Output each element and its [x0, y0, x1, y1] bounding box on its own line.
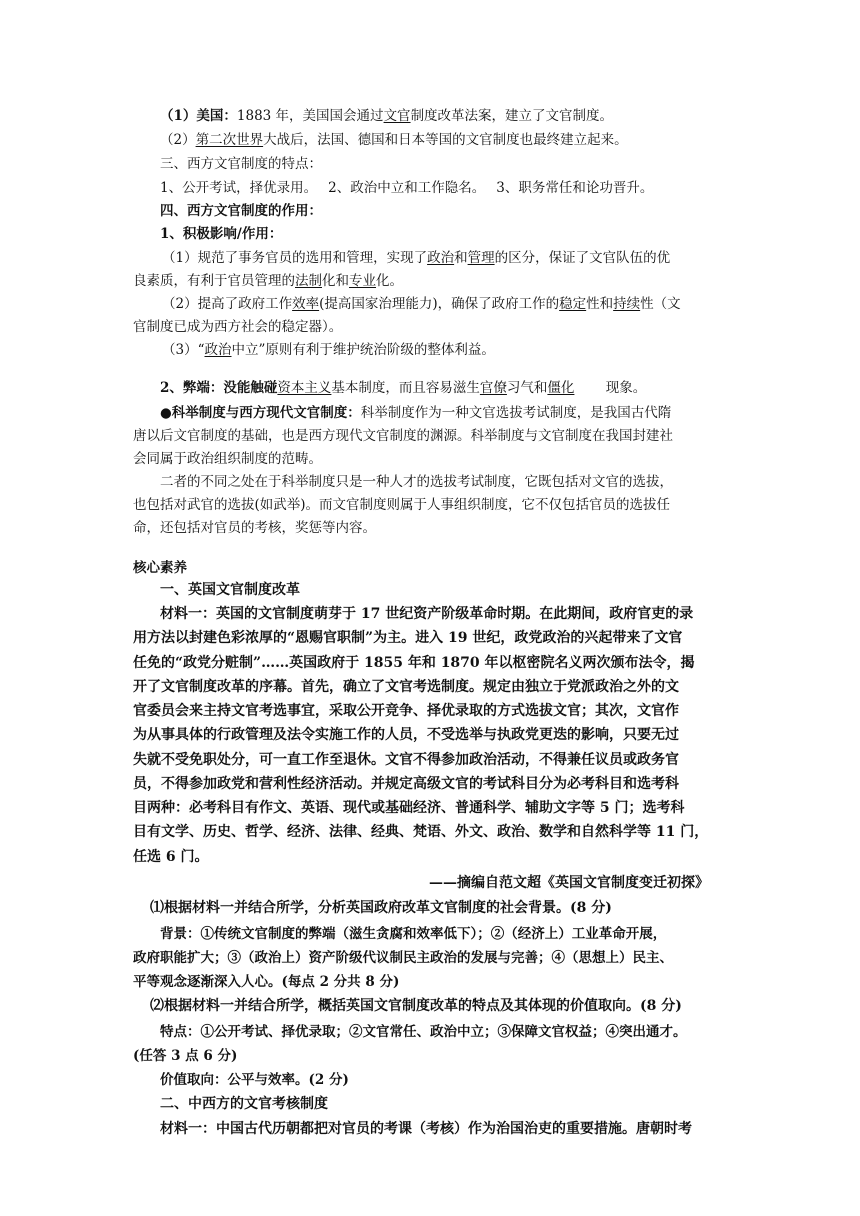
line-role-1b: 良素质，有利于官员管理的法制化和专业化。 [133, 273, 403, 289]
material-line-10: 目有文学、历史、哲学、经济、法律、经典、梵语、外文、政治、数学和自然科学等 11 门， [133, 824, 709, 840]
answer-2-line-3: 价值取向：公平与效率。(2 分) [160, 1072, 349, 1088]
material-line-5: 官委员会来主持文官考选事宜，采取公开竞争、择优录取的方式选拔文官；其次，文官作 [133, 703, 679, 719]
line-diff-1: 二者的不同之处在于科举制度只是一种人才的选拔考试制度，它既包括对文官的选拔， [160, 474, 673, 490]
line-keju-1: ●科举制度与西方现代文官制度：科举制度作为一种文官选拔考试制度，是我国古代隋 [160, 405, 672, 421]
line-role-1: （1）规范了事务官员的选用和管理，实现了政治和管理的区分，保证了文官队伍的优 [162, 250, 671, 266]
material-line-2: 用方法以封建色彩浓厚的“恩赐官职制”为主。进入 19 世纪，政党政治的兴起带来了文官 [133, 630, 683, 646]
line-drawbacks: 2、弊端：没能触碰资本主义基本制度，而且容易滋生官僚习气和僵化 现象。 [160, 380, 647, 396]
material-line-11: 任选 6 门。 [133, 849, 209, 865]
line-us: （1）美国：1883 年，美国国会通过文官制度改革法案，建立了文官制度。 [160, 108, 614, 124]
material-line-9: 目两种：必考科目有作文、英语、现代或基础经济、普通科学、辅助文字等 5 门；选考科 [133, 800, 685, 816]
material-line-8: 员，不得参加政党和营利性经济活动。并规定高级文官的考试科目分为必考科目和选考科 [133, 776, 679, 792]
line-keju-3: 会同属于政治组织制度的范畴。 [133, 451, 322, 467]
material-line-4: 开了文官制度改革的序幕。首先，确立了文官考选制度。规定由独立于党派政治之外的文 [133, 679, 679, 695]
answer-1-line-1: 背景：①传统文官制度的弊端（滋生贪腐和效率低下）；②（经济上）工业革命开展， [160, 926, 667, 942]
material-line-1: 材料一：英国的文官制度萌芽于 17 世纪资产阶级革命时期。在此期间，政府官吏的录 [160, 606, 694, 622]
line-diff-2: 也包括对武官的选拔(如武举)。而文官制度则属于人事组织制度，它不仅包括官员的选拔任 [133, 497, 671, 513]
heading-positive: 1、积极影响/作用： [160, 226, 283, 242]
heading-role: 四、西方文官制度的作用： [160, 203, 322, 219]
line-role-2: （2）提高了政府工作效率(提高国家治理能力)，确保了政府工作的稳定性和持续性（文 [162, 296, 681, 312]
line-role-2b: 官制度已成为西方社会的稳定器）。 [133, 319, 343, 335]
line-diff-3: 命，还包括对官员的考核，奖惩等内容。 [133, 520, 376, 536]
line-role-3: （3）“政治中立”原则有利于维护统治阶级的整体利益。 [162, 342, 495, 358]
material-2-line-1: 材料一：中国古代历朝都把对官员的考课（考核）作为治国治吏的重要措施。唐朝时考 [160, 1121, 692, 1137]
line-ww2: （2）第二次世界大战后，法国、德国和日本等国的文官制度也最终建立起来。 [160, 132, 628, 148]
heading-assessment: 二、中西方的文官考核制度 [160, 1096, 328, 1112]
heading-uk: 一、英国文官制度改革 [160, 582, 300, 598]
heading-features: 三、西方文官制度的特点： [160, 156, 322, 172]
heading-core: 核心素养 [133, 560, 187, 576]
question-1: ⑴根据材料一并结合所学，分析英国政府改革文官制度的社会背景。(8 分) [150, 900, 612, 916]
answer-2-line-2: (任答 3 点 6 分) [133, 1048, 238, 1064]
material-line-7: 失就不受免职处分，可一直工作至退休。文官不得参加政治活动，不得兼任议员或政务官 [133, 752, 679, 768]
material-line-3: 任免的“政党分赃制”……英国政府于 1855 年和 1870 年以枢密院名义两次颁布法令，揭 [133, 655, 695, 671]
line-keju-2: 唐以后文官制度的基础，也是西方现代文官制度的渊源。科举制度与文官制度在我国封建社 [133, 428, 673, 444]
question-2: ⑵根据材料一并结合所学，概括英国文官制度改革的特点及其体现的价值取向。(8 分) [150, 998, 682, 1014]
answer-2-line-1: 特点：①公开考试、择优录取；②文官常任、政治中立；③保障文官权益；④突出通才。 [160, 1024, 687, 1040]
line-features-list: 1、公开考试，择优录用。 2、政治中立和工作隐名。 3、职务常任和论功晋升。 [160, 180, 654, 196]
material-line-6: 为从事具体的行政管理及法令实施工作的人员，不受选举与执政党更迭的影响，只要无过 [133, 727, 679, 743]
answer-1-line-3: 平等观念逐渐深入人心。(每点 2 分共 8 分) [133, 974, 400, 990]
answer-1-line-2: 政府职能扩大；③（政治上）资产阶级代议制民主政治的发展与完善；④（思想上）民主、 [133, 950, 673, 966]
material-source: ——摘编自范文超《英国文官制度变迁初探》 [429, 875, 709, 891]
